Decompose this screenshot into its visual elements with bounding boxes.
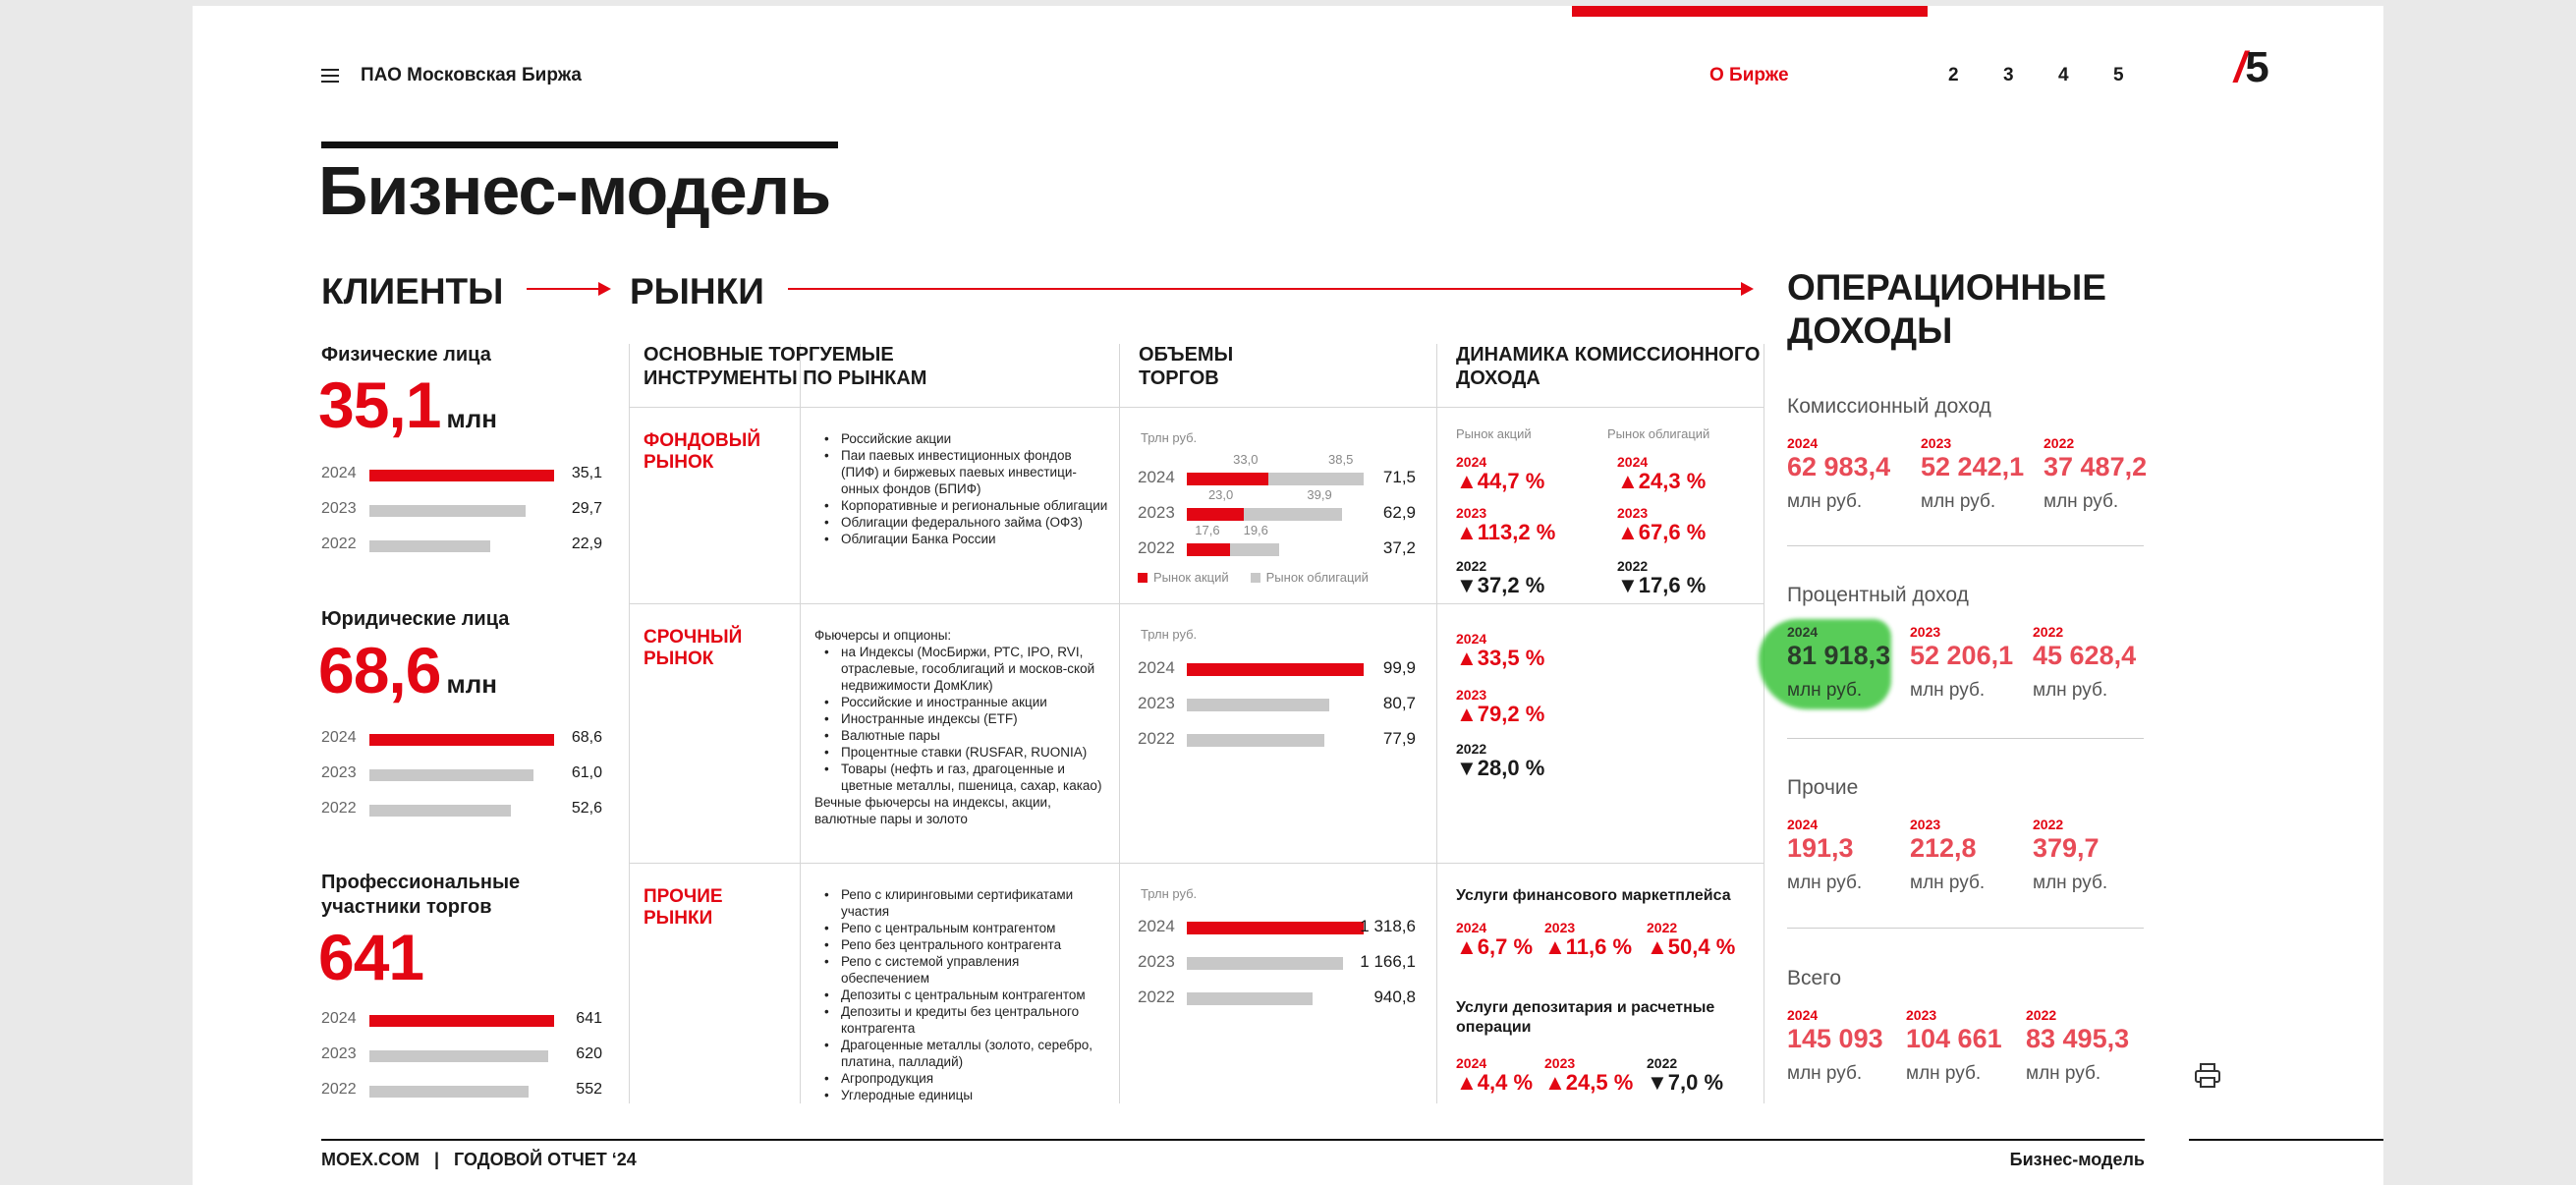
client-bar-row bbox=[321, 1010, 602, 1030]
dyn-value: ▲24,3 % bbox=[1617, 469, 1707, 493]
client-bar-row bbox=[321, 465, 602, 484]
bar-value: 35,1 bbox=[571, 465, 602, 481]
list-item: • Драгоценные металлы (золото, серебро, платина, палладий) bbox=[814, 1037, 1109, 1070]
income-value: 81 918,3 bbox=[1787, 641, 1891, 670]
dyn-value: ▼7,0 % bbox=[1647, 1070, 1724, 1095]
legend-swatch bbox=[1251, 573, 1260, 583]
bar-year: 2022 bbox=[321, 800, 357, 817]
bar-year: 2024 bbox=[321, 729, 357, 746]
dyn-value: ▲50,4 % bbox=[1647, 934, 1736, 959]
bar-bonds bbox=[1230, 543, 1278, 556]
client-bar-row bbox=[321, 1081, 602, 1100]
bar-year: 2024 bbox=[1138, 658, 1175, 677]
income-value: 212,8 bbox=[1910, 833, 1977, 863]
bar-year: 2022 bbox=[1138, 729, 1175, 748]
income-year: 2022 bbox=[2026, 1007, 2057, 1023]
instrument-list bbox=[814, 627, 1109, 827]
dyn-year: 2023 bbox=[1544, 920, 1576, 935]
income-unit: млн руб. bbox=[1787, 680, 1863, 701]
income-value: 52 206,1 bbox=[1910, 641, 2014, 670]
market-name: ФОНДОВЫЙ РЫНОК bbox=[644, 430, 761, 473]
income-unit: млн руб. bbox=[1910, 680, 1986, 701]
instrument-list bbox=[814, 430, 1109, 547]
bar-value: 37,2 bbox=[1382, 538, 1416, 557]
bar-value: 62,9 bbox=[1382, 503, 1416, 522]
bar-year: 2024 bbox=[1138, 917, 1175, 935]
dyn-value: ▲79,2 % bbox=[1456, 702, 1545, 726]
income-unit: млн руб. bbox=[2033, 873, 2108, 893]
dyn-year: 2022 bbox=[1617, 558, 1649, 574]
list-item: • Российские акции bbox=[814, 430, 1109, 447]
bar-label: 19,6 bbox=[1243, 523, 1268, 537]
client-value: 641 bbox=[318, 921, 424, 993]
page-title: Бизнес-модель bbox=[318, 152, 831, 229]
dyn-value: ▼17,6 % bbox=[1617, 573, 1707, 597]
list-item: • Репо без центрального контрагента bbox=[814, 936, 1109, 953]
bar-value: 99,9 bbox=[1382, 658, 1416, 677]
income-year: 2024 bbox=[1787, 817, 1819, 832]
bar-value: 22,9 bbox=[571, 536, 602, 552]
income-year: 2023 bbox=[1910, 817, 1941, 832]
bar-year: 2024 bbox=[1138, 468, 1175, 486]
footer-rule bbox=[321, 1139, 2145, 1141]
bar-year: 2023 bbox=[1138, 694, 1175, 712]
list-item: • Облигации Банка России bbox=[814, 531, 1109, 547]
instrument-list bbox=[814, 886, 1109, 1103]
section-income: ОПЕРАЦИОННЫЕ ДОХОДЫ bbox=[1787, 267, 2106, 351]
market-name: СРОЧНЫЙ РЫНОК bbox=[644, 627, 743, 669]
grid-line bbox=[1436, 344, 1437, 1103]
bar-year: 2023 bbox=[321, 500, 357, 517]
income-label: Комиссионный доход bbox=[1787, 395, 1991, 418]
legend-swatch bbox=[1138, 573, 1148, 583]
dyn-year: 2022 bbox=[1456, 558, 1487, 574]
bar-value: 71,5 bbox=[1382, 468, 1416, 486]
bar-value: 52,6 bbox=[571, 800, 602, 817]
bar bbox=[369, 1050, 548, 1062]
volume-row bbox=[1138, 988, 1416, 1009]
dyn-value: ▲44,7 % bbox=[1456, 469, 1545, 493]
list-item: Фьючерсы и опционы: bbox=[814, 628, 952, 643]
bar-stocks bbox=[1187, 543, 1230, 556]
dyn-value: ▼37,2 % bbox=[1456, 573, 1545, 597]
client-bar-row bbox=[321, 800, 602, 819]
income-label: Прочие bbox=[1787, 776, 1859, 799]
bar-label: 23,0 bbox=[1207, 487, 1234, 502]
income-year: 2024 bbox=[1787, 435, 1819, 451]
divider bbox=[1787, 928, 2144, 929]
income-year: 2022 bbox=[2033, 817, 2064, 832]
client-label: Профессиональные участники торгов bbox=[321, 872, 521, 918]
bar-year: 2022 bbox=[1138, 538, 1175, 557]
volume-unit: Трлн руб. bbox=[1141, 430, 1198, 445]
dyn-label: Рынок акций bbox=[1456, 426, 1532, 441]
volume-row bbox=[1138, 729, 1416, 751]
bar bbox=[369, 1086, 529, 1098]
income-label: Всего bbox=[1787, 967, 1842, 989]
grid-line bbox=[629, 344, 630, 1103]
service-title: Услуги депозитария и расчетные операции bbox=[1456, 999, 1715, 1036]
bar-label: 17,6 bbox=[1195, 523, 1220, 537]
bar bbox=[369, 540, 490, 552]
volume-unit: Трлн руб. bbox=[1141, 627, 1198, 642]
arrow-icon bbox=[788, 288, 1752, 290]
dyn-year: 2023 bbox=[1456, 505, 1487, 521]
list-item: • Агропродукция bbox=[814, 1070, 1109, 1087]
list-item: • Репо с центральным контрагентом bbox=[814, 920, 1109, 936]
dyn-year: 2022 bbox=[1647, 1055, 1678, 1071]
report-page bbox=[193, 6, 2383, 1185]
dyn-year: 2023 bbox=[1456, 687, 1487, 703]
bar-value: 940,8 bbox=[1373, 988, 1416, 1006]
income-unit: млн руб. bbox=[2033, 680, 2108, 701]
list-item: • Товары (нефть и газ, драгоценные и цветные металлы, пшеница, сахар, какао) bbox=[814, 761, 1109, 794]
income-value: 379,7 bbox=[2033, 833, 2100, 863]
income-unit: млн руб. bbox=[1787, 491, 1863, 512]
dyn-year: 2023 bbox=[1544, 1055, 1576, 1071]
income-unit: млн руб. bbox=[1787, 1063, 1863, 1084]
income-unit: млн руб. bbox=[1910, 873, 1986, 893]
bar-value: 620 bbox=[576, 1045, 602, 1062]
bar-stocks bbox=[1187, 508, 1244, 521]
income-unit: млн руб. bbox=[2044, 491, 2119, 512]
client-bar-row bbox=[321, 536, 602, 555]
column-header-volumes: ОБЪЕМЫ ТОРГОВ bbox=[1139, 344, 1234, 389]
bar-year: 2022 bbox=[321, 536, 357, 552]
client-bar-row bbox=[321, 729, 602, 749]
bar-bonds bbox=[1268, 473, 1364, 485]
nav-page-4[interactable]: 4 bbox=[2058, 65, 2069, 85]
volume-unit: Трлн руб. bbox=[1141, 886, 1198, 901]
page-number: /5 bbox=[2234, 43, 2268, 91]
list-item: • Депозиты и кредиты без центрального контрагента bbox=[814, 1003, 1109, 1037]
client-bar-row bbox=[321, 1045, 602, 1065]
bar-year: 2022 bbox=[1138, 988, 1175, 1006]
bar-value: 552 bbox=[576, 1081, 602, 1098]
dyn-year: 2024 bbox=[1456, 454, 1487, 470]
list-item: • Репо с клиринговыми сертификатами участия bbox=[814, 886, 1109, 920]
bar-value: 77,9 bbox=[1382, 729, 1416, 748]
dyn-value: ▲4,4 % bbox=[1456, 1070, 1534, 1095]
bar bbox=[1187, 663, 1364, 676]
grid-line bbox=[629, 407, 1764, 408]
dyn-value: ▲24,5 % bbox=[1544, 1070, 1634, 1095]
list-item: • Российские и иностранные акции bbox=[814, 694, 1109, 710]
divider bbox=[1787, 545, 2144, 546]
grid-line bbox=[629, 863, 1764, 864]
section-markets: РЫНКИ bbox=[630, 271, 764, 311]
dyn-value: ▲6,7 % bbox=[1456, 934, 1534, 959]
dyn-value: ▲33,5 % bbox=[1456, 646, 1545, 670]
dyn-value: ▼28,0 % bbox=[1456, 756, 1545, 780]
income-year: 2023 bbox=[1910, 624, 1941, 640]
divider bbox=[1787, 738, 2144, 739]
bar-label: 39,9 bbox=[1307, 487, 1332, 502]
bar bbox=[1187, 734, 1324, 747]
client-value: 35,1 млн bbox=[318, 368, 497, 441]
client-label: Юридические лица bbox=[321, 608, 510, 630]
income-value: 37 487,2 bbox=[2044, 452, 2148, 481]
volume-row bbox=[1138, 917, 1416, 938]
nav-page-5[interactable]: 5 bbox=[2113, 65, 2124, 85]
volume-row bbox=[1138, 952, 1416, 974]
dyn-value: ▲11,6 % bbox=[1544, 934, 1633, 959]
income-label: Процентный доход bbox=[1787, 584, 1969, 606]
income-unit: млн руб. bbox=[1787, 873, 1863, 893]
nav-page-3[interactable]: 3 bbox=[2003, 65, 2014, 85]
bar-year: 2022 bbox=[321, 1081, 357, 1098]
client-bar-row bbox=[321, 500, 602, 520]
title-rule bbox=[321, 141, 838, 148]
income-value: 191,3 bbox=[1787, 833, 1854, 863]
bar bbox=[369, 769, 533, 781]
list-item: • Депозиты с центральным контрагентом bbox=[814, 987, 1109, 1003]
income-value: 145 093 bbox=[1787, 1024, 1883, 1053]
income-value: 45 628,4 bbox=[2033, 641, 2137, 670]
income-value: 104 661 bbox=[1906, 1024, 2002, 1053]
income-year: 2022 bbox=[2044, 435, 2075, 451]
dyn-year: 2024 bbox=[1617, 454, 1649, 470]
bar bbox=[1187, 699, 1329, 711]
legend: Рынок акций Рынок облигаций bbox=[1138, 570, 1369, 585]
bar bbox=[369, 805, 511, 817]
bar-bonds bbox=[1244, 508, 1342, 521]
dyn-year: 2024 bbox=[1456, 920, 1487, 935]
volume-row bbox=[1138, 503, 1416, 525]
list-item: • Облигации федерального займа (ОФЗ) bbox=[814, 514, 1109, 531]
bar-value: 1 166,1 bbox=[1360, 952, 1416, 971]
footer-right: Бизнес-модель bbox=[2009, 1150, 2145, 1169]
bar-year: 2023 bbox=[321, 1045, 357, 1062]
income-unit: млн руб. bbox=[2026, 1063, 2101, 1084]
section-clients: КЛИЕНТЫ bbox=[321, 271, 504, 311]
list-item: • Валютные пары bbox=[814, 727, 1109, 744]
volume-row bbox=[1138, 468, 1416, 489]
bar-value: 1 318,6 bbox=[1360, 917, 1416, 935]
bar bbox=[369, 734, 554, 746]
bar-year: 2023 bbox=[1138, 503, 1175, 522]
income-year: 2023 bbox=[1921, 435, 1952, 451]
printer-icon[interactable] bbox=[2193, 1061, 2222, 1091]
dyn-label: Рынок облигаций bbox=[1607, 426, 1710, 441]
dyn-value: ▲113,2 % bbox=[1456, 520, 1556, 544]
dyn-value: ▲67,6 % bbox=[1617, 520, 1707, 544]
list-item: • Репо с системой управления обеспечением bbox=[814, 953, 1109, 987]
list-item: Вечные фьючерсы на индексы, акции, валютные пары и золото bbox=[814, 795, 1051, 826]
income-unit: млн руб. bbox=[1906, 1063, 1982, 1084]
market-name: ПРОЧИЕ РЫНКИ bbox=[644, 886, 723, 929]
menu-icon[interactable] bbox=[321, 69, 339, 83]
footer-left[interactable]: MOEX.COM | ГОДОВОЙ ОТЧЕТ ‘24 bbox=[321, 1150, 637, 1169]
nav-page-2[interactable]: 2 bbox=[1948, 65, 1959, 85]
list-item: • Процентные ставки (RUSFAR, RUONIA) bbox=[814, 744, 1109, 761]
dyn-year: 2023 bbox=[1617, 505, 1649, 521]
list-item: • Корпоративные и региональные облигации bbox=[814, 497, 1109, 514]
bar bbox=[1187, 992, 1313, 1005]
income-year: 2024 bbox=[1787, 624, 1819, 640]
dyn-year: 2022 bbox=[1456, 741, 1487, 757]
bar bbox=[369, 470, 554, 481]
bar bbox=[369, 1015, 554, 1027]
income-year: 2024 bbox=[1787, 1007, 1819, 1023]
bar-value: 641 bbox=[576, 1010, 602, 1027]
list-item: • Иностранные индексы (ETF) bbox=[814, 710, 1109, 727]
column-header-instruments: ОСНОВНЫЕ ТОРГУЕМЫЕ ИНСТРУМЕНТЫ ПО РЫНКАМ bbox=[644, 344, 927, 389]
list-item: • Углеродные единицы bbox=[814, 1087, 1109, 1103]
bar-value: 29,7 bbox=[571, 500, 602, 517]
bar-year: 2023 bbox=[1138, 952, 1175, 971]
bar bbox=[1187, 957, 1343, 970]
volume-row bbox=[1138, 658, 1416, 680]
client-label: Физические лица bbox=[321, 344, 491, 366]
bar bbox=[1187, 922, 1364, 934]
dyn-year: 2024 bbox=[1456, 631, 1487, 647]
income-value: 52 242,1 bbox=[1921, 452, 2025, 481]
column-header-dynamics: ДИНАМИКА КОМИССИОННОГО ДОХОДА bbox=[1456, 344, 1761, 389]
org-name[interactable]: ПАО Московская Биржа bbox=[361, 65, 582, 85]
grid-line bbox=[800, 344, 801, 1103]
volume-row bbox=[1138, 694, 1416, 715]
bar-year: 2023 bbox=[321, 764, 357, 781]
dyn-year: 2024 bbox=[1456, 1055, 1487, 1071]
footer-rule bbox=[2189, 1139, 2383, 1141]
bar bbox=[369, 505, 526, 517]
bar-label: 33,0 bbox=[1233, 452, 1259, 467]
income-unit: млн руб. bbox=[1921, 491, 1996, 512]
list-item: • Паи паевых инвестиционных фондов (ПИФ) и биржевых паевых инвестици-онных фондов (БПИФ) bbox=[814, 447, 1109, 497]
active-section-indicator bbox=[1572, 6, 1928, 17]
income-year: 2022 bbox=[2033, 624, 2064, 640]
grid-line bbox=[629, 603, 1764, 604]
client-value: 68,6 млн bbox=[318, 634, 497, 706]
bar-year: 2024 bbox=[321, 1010, 357, 1027]
bar-value: 68,6 bbox=[571, 729, 602, 746]
income-year: 2023 bbox=[1906, 1007, 1937, 1023]
bar-label: 38,5 bbox=[1328, 452, 1354, 467]
service-title: Услуги финансового маркетплейса bbox=[1456, 887, 1731, 904]
volume-row bbox=[1138, 538, 1416, 560]
nav-about[interactable]: О Бирже bbox=[1709, 65, 1789, 85]
income-value: 62 983,4 bbox=[1787, 452, 1891, 481]
grid-line bbox=[1119, 344, 1120, 1103]
client-bar-row bbox=[321, 764, 602, 784]
bar-value: 61,0 bbox=[571, 764, 602, 781]
bar-stocks bbox=[1187, 473, 1268, 485]
arrow-icon bbox=[527, 288, 609, 290]
bar-year: 2024 bbox=[321, 465, 357, 481]
bar-value: 80,7 bbox=[1382, 694, 1416, 712]
list-item: • на Индексы (МосБиржи, РТС, IPO, RVI, отраслевые, гособлигаций и москов-ской недвижимости ДомКлик) bbox=[814, 644, 1109, 694]
dyn-year: 2022 bbox=[1647, 920, 1678, 935]
income-value: 83 495,3 bbox=[2026, 1024, 2130, 1053]
